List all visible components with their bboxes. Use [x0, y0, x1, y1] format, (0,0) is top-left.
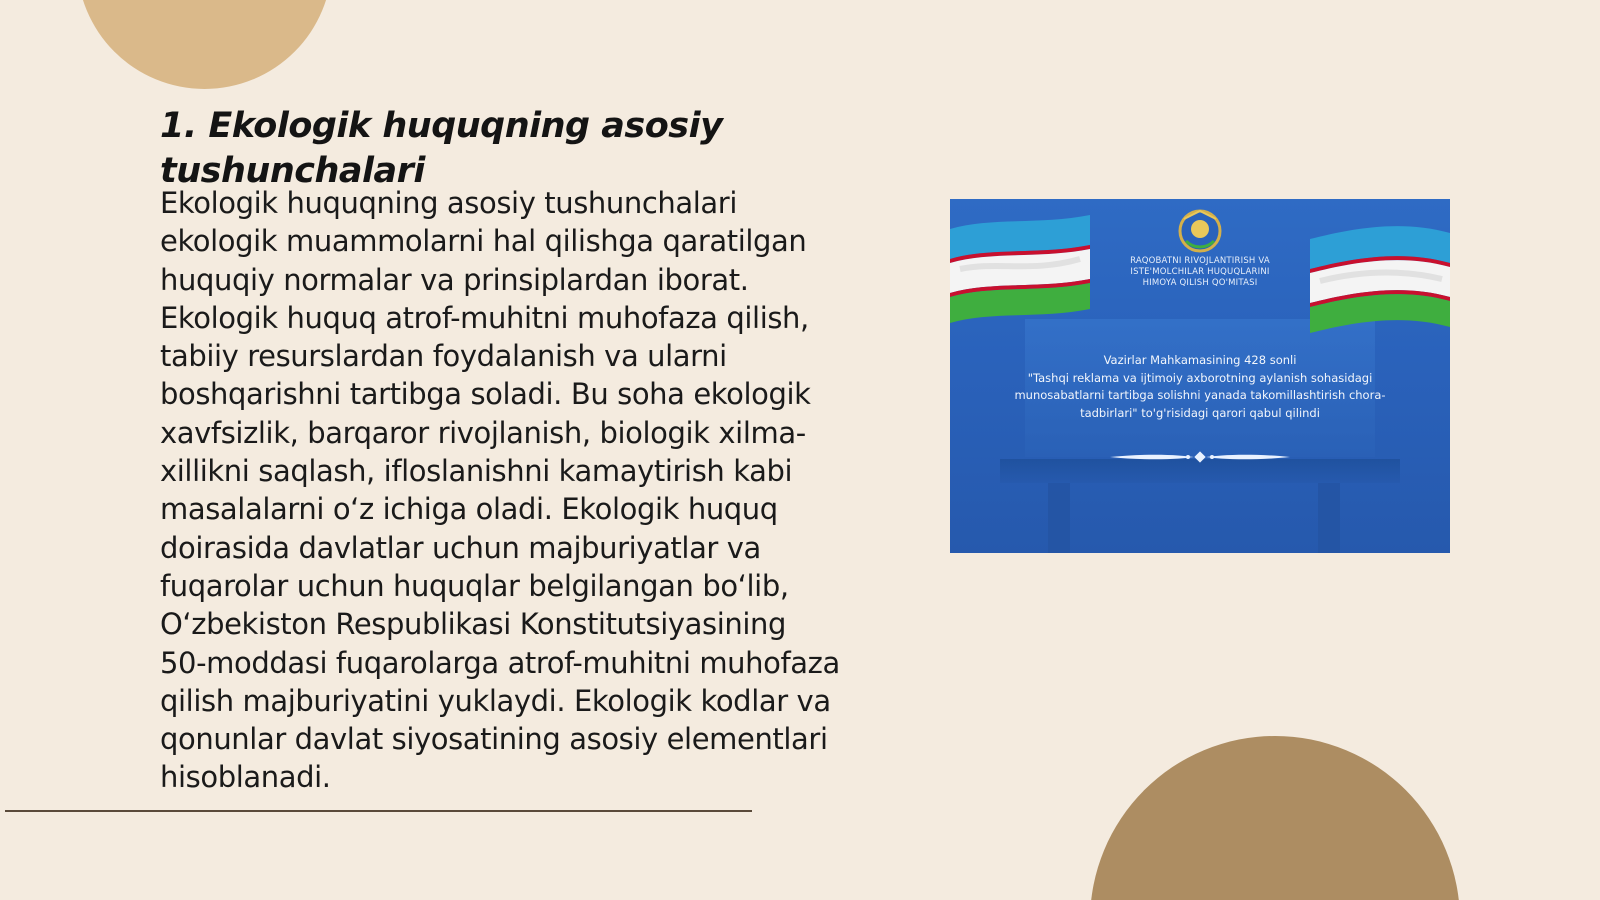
decorative-circle-bottom [1090, 736, 1460, 900]
decree-line: "Tashqi reklama va ijtimoiy axborotning aylanish sohasidagi [1027, 370, 1373, 385]
divider-line [5, 810, 752, 812]
decree-line: Vazirlar Mahkamasining 428 sonli [1103, 353, 1297, 367]
state-emblem-icon [1180, 211, 1220, 251]
uzbekistan-flag-icon [1310, 226, 1450, 333]
decree-line: munosabatlarni tartibga solishni yanada takomillashtirish chora- [1014, 388, 1386, 402]
uzbekistan-flag-icon [950, 215, 1090, 323]
committee-name-line: ISTE'MOLCHILAR HUQUQLARINI [1130, 267, 1270, 277]
board-leg-left [1048, 483, 1070, 553]
decorative-circle-top [77, 0, 332, 89]
committee-name-line: RAQOBATNI RIVOJLANTIRISH VA [1130, 256, 1270, 266]
slide-body-text: Ekologik huquqning asosiy tushunchalari ekologik muammolarni hal qilishga qaratilgan huquqiy normalar va prinsiplardan iborat. Ekologik huquq atrof-muhitni muhofaza qilish, tabiiy resurslardan foydalanish va ularni boshqarishni tartibga soladi. Bu soha ekologik xavfsizlik, barqaror rivojlanish, biologik xilma-xillikni saqlash, ifloslanishni kamaytirish kabi masalalarni o‘z ichiga oladi. Ekologik huquq doirasida davlatlar uchun majburiyatlar va fuqarolar uchun huquqlar belgilangan bo‘lib, O‘zbekiston Respublikasi Konstitutsiyasining 50-moddasi fuqarolarga atrof-muhitni muhofaza qilish majburiyatini yuklaydi. Ekologik kodlar va qonunlar davlat siyosatining asosiy elementlari hisoblanadi. [160, 186, 840, 795]
announcement-picture [950, 199, 1450, 553]
decree-announcement [1000, 352, 1400, 422]
committee-name [1090, 256, 1310, 289]
slide-title: 1. Ekologik huquqning asosiy tushunchalari [160, 106, 723, 191]
decree-line: tadbirlari" to'g'risidagi qarori qabul qilindi [1080, 405, 1320, 420]
board-leg-right [1318, 483, 1340, 553]
committee-name-line: HIMOYA QILISH QO'MITASI [1142, 278, 1258, 288]
